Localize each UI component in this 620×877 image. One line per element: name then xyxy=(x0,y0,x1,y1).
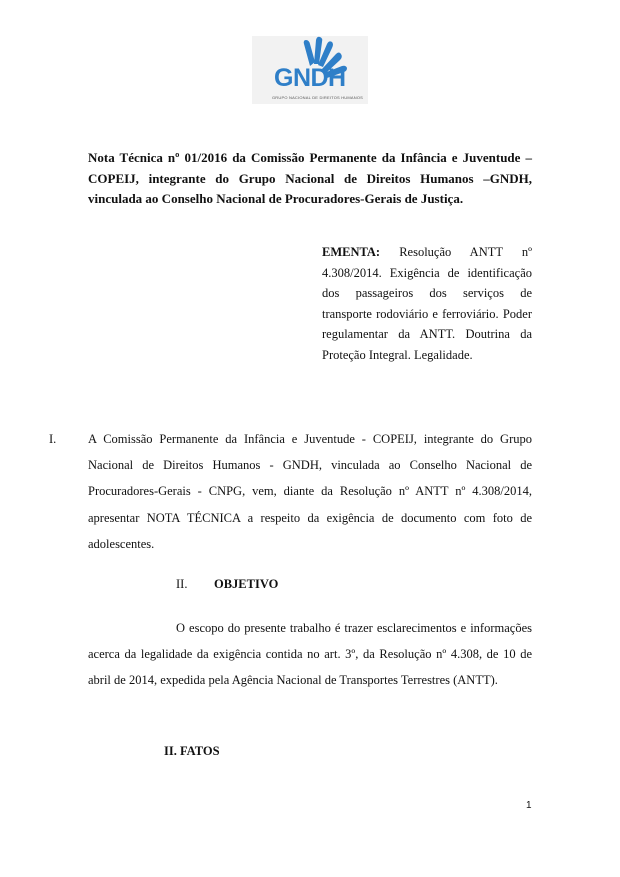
gndh-logo xyxy=(252,36,368,104)
section2-heading: OBJETIVO xyxy=(214,577,279,591)
page-number: 1 xyxy=(526,800,532,811)
ementa-text: Resolução ANTT nº 4.308/2014. Exigência de identificação dos passageiros dos serviços de transporte rodoviário e ferroviário. Poder regulamentar da ANTT. Doutrina da Proteção Integral. Legalidade. xyxy=(322,245,532,362)
document-title: Nota Técnica nº 01/2016 da Comissão Permanente da Infância e Juventude – COPEIJ, integrante do Grupo Nacional de Direitos Humanos –GNDH, vinculada ao Conselho Nacional de Procuradores-Gerais de Justiça. xyxy=(88,150,532,206)
ementa-label: EMENTA: xyxy=(322,245,381,259)
section1-number: I. xyxy=(49,432,57,446)
logo-subtitle: GRUPO NACIONAL DE DIREITOS HUMANOS xyxy=(272,95,364,100)
section2-number: II. xyxy=(176,577,188,591)
section1-paragraph: A Comissão Permanente da Infância e Juventude - COPEIJ, integrante do Grupo Nacional de Direitos Humanos - GNDH, vinculada ao Conselho Nacional de Procuradores-Gerais - CNPG, vem, diante da Resolução nº ANTT nº 4.308/2014, apresentar NOTA TÉCNICA a respeito da exigência de documento com foto de adolescentes. xyxy=(88,432,532,551)
logo-wordmark: GNDH xyxy=(274,64,346,92)
section3-heading: II. FATOS xyxy=(164,744,220,758)
section2-paragraph: O escopo do presente trabalho é trazer esclarecimentos e informações acerca da legalidade da exigência contida no art. 3º, da Resolução nº 4.308, de 10 de abril de 2014, expedida pela Agência Nacional de Transportes Terrestres (ANTT). xyxy=(88,621,532,688)
ementa-block xyxy=(322,242,532,366)
